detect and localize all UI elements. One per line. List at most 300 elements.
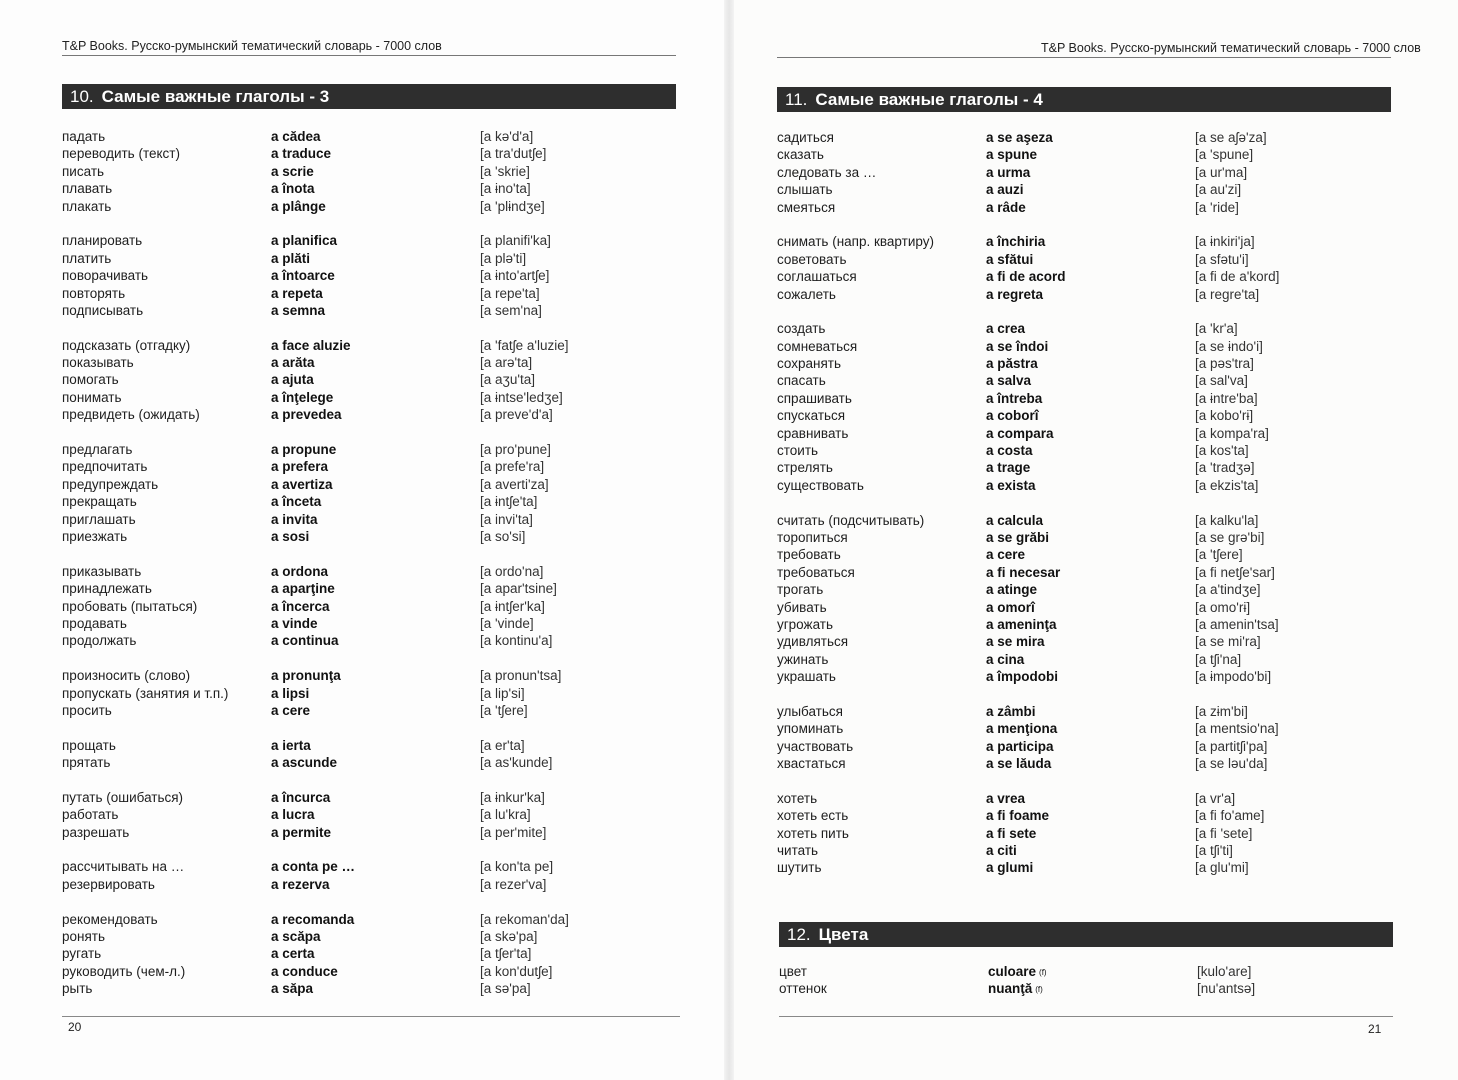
romanian-word: a întreba [986, 390, 1043, 406]
romanian-word-cell [271, 180, 480, 197]
section-11-number: 11. [785, 90, 808, 109]
word-group [62, 737, 569, 772]
transcription: [a lu'kra] [480, 807, 531, 823]
transcription: [a amenin'tsa] [1195, 616, 1279, 632]
vocab-entry [777, 512, 1279, 529]
word-group [777, 233, 1279, 303]
vocab-entry [777, 442, 1279, 459]
vocab-list-section-11 [777, 129, 1279, 894]
vocab-entry [777, 338, 1279, 355]
vocab-entry [62, 963, 569, 980]
transcription: [a au'zi] [1195, 182, 1242, 198]
russian-word: повторять [62, 285, 126, 301]
romanian-word: a compara [986, 425, 1054, 441]
romanian-word: a traduce [271, 146, 332, 162]
vocab-entry [777, 199, 1279, 216]
page-number-left: 20 [68, 1020, 82, 1034]
romanian-word-cell [986, 251, 1195, 268]
romanian-word: a fi sete [986, 825, 1037, 841]
russian-word: продавать [62, 615, 127, 631]
russian-word: писать [62, 163, 105, 179]
russian-word: стоить [777, 443, 819, 459]
word-group [62, 441, 569, 545]
vocab-entry [62, 180, 569, 197]
romanian-word: a aparţine [271, 581, 335, 597]
vocab-entry [777, 599, 1279, 616]
russian-word: рекомендовать [62, 911, 158, 927]
romanian-word-cell [271, 737, 480, 754]
vocab-entry [62, 285, 569, 302]
transcription: [a 'vinde] [480, 615, 534, 631]
transcription: [a 'tʃere] [1195, 547, 1243, 563]
russian-word: трогать [777, 582, 824, 598]
romanian-word-cell [271, 824, 480, 841]
transcription: [kulo'are] [1197, 964, 1252, 979]
romanian-word: a coborî [986, 408, 1039, 424]
romanian-word-cell [986, 842, 1195, 859]
vocab-entry [777, 372, 1279, 389]
vocab-entry [62, 145, 569, 162]
vocab-entry [62, 754, 569, 771]
romanian-word-cell [271, 928, 480, 945]
russian-word: плавать [62, 181, 113, 197]
romanian-word: a râde [986, 199, 1026, 215]
romanian-word: a împodobi [986, 669, 1058, 685]
page-right [729, 0, 1458, 1080]
romanian-word-cell [271, 598, 480, 615]
transcription: [a fi de a'kord] [1195, 269, 1280, 285]
section-10-bar [62, 84, 676, 109]
transcription: [a as'kunde] [480, 755, 553, 771]
transcription: [a partitʃi'pa] [1195, 738, 1268, 754]
vocab-entry [62, 337, 569, 354]
romanian-word: a planifica [271, 233, 338, 249]
russian-word: платить [62, 250, 112, 266]
romanian-word: a săpa [271, 981, 314, 997]
transcription: [a tʃer'ta] [480, 946, 532, 962]
vocab-entry [62, 667, 569, 684]
vocab-entry [777, 390, 1279, 407]
russian-word: работать [62, 807, 119, 823]
vocab-entry [62, 511, 569, 528]
romanian-word: a scăpa [271, 928, 321, 944]
word-group [62, 128, 569, 215]
russian-word: плакать [62, 198, 112, 214]
romanian-word-cell [986, 564, 1195, 581]
russian-word: падать [62, 129, 106, 144]
romanian-word-cell [271, 806, 480, 823]
russian-word: понимать [62, 389, 122, 405]
russian-word: путать (ошибаться) [62, 789, 184, 805]
russian-word: прятать [62, 755, 111, 771]
transcription: [a se ləu'da] [1195, 756, 1268, 772]
romanian-word: a omorî [986, 599, 1035, 615]
romanian-word: a menţiona [986, 721, 1058, 737]
romanian-word-cell [988, 963, 1197, 980]
transcription: [a sə'pa] [480, 981, 531, 997]
transcription: [a omo'rɨ] [1195, 599, 1251, 615]
transcription: [a plə'ti] [480, 250, 527, 266]
transcription: [a zɨm'bi] [1195, 703, 1248, 719]
vocab-entry [62, 858, 569, 875]
section-10-title: Самые важные глаголы - 3 [101, 87, 330, 106]
romanian-word-cell [986, 338, 1195, 355]
transcription: [a ɨntse'ledʒe] [480, 389, 563, 405]
transcription: [a skə'pa] [480, 928, 538, 944]
romanian-word: a sfătui [986, 251, 1034, 267]
word-group [62, 337, 569, 424]
vocab-entry [62, 232, 569, 249]
romanian-word: a salva [986, 373, 1032, 389]
romanian-word-cell [271, 580, 480, 597]
romanian-word: a propune [271, 442, 337, 458]
romanian-word: a prefera [271, 459, 329, 475]
romanian-word: culoare [988, 964, 1037, 979]
romanian-word-cell [271, 389, 480, 406]
vocab-entry [62, 911, 569, 928]
romanian-word-cell [271, 371, 480, 388]
transcription: [a averti'za] [480, 476, 549, 492]
romanian-word-cell [271, 911, 480, 928]
vocab-entry [62, 528, 569, 545]
russian-word: хвастаться [777, 756, 846, 772]
russian-word: сравнивать [777, 425, 849, 441]
russian-word: рассчитывать на … [62, 859, 185, 875]
russian-word: читать [777, 843, 819, 859]
transcription: [a so'si] [480, 528, 526, 544]
russian-word: участвовать [777, 738, 854, 754]
vocab-entry [62, 789, 569, 806]
vocab-entry [777, 790, 1279, 807]
vocab-entry [62, 250, 569, 267]
vocab-entry [62, 302, 569, 319]
vocab-entry [62, 824, 569, 841]
vocab-entry [62, 685, 569, 702]
romanian-word-cell [986, 355, 1195, 372]
transcription: [a kontinu'a] [480, 633, 553, 649]
gender-marker: (f) [1035, 985, 1043, 995]
russian-word: смеяться [777, 199, 836, 215]
romanian-word-cell [986, 616, 1195, 633]
romanian-word: a se aşeza [986, 130, 1053, 145]
transcription: [a mentsio'na] [1195, 721, 1279, 737]
transcription: [a kon'ta pe] [480, 859, 554, 875]
romanian-word: a fi foame [986, 808, 1050, 824]
vocab-entry [777, 668, 1279, 685]
transcription: [a kə'd'a] [480, 129, 534, 144]
romanian-word-cell [986, 529, 1195, 546]
russian-word: стрелять [777, 460, 833, 476]
russian-word: резервировать [62, 876, 155, 892]
transcription: [a lip'si] [480, 685, 525, 701]
russian-word: предвидеть (ожидать) [62, 407, 200, 423]
romanian-word-cell [986, 390, 1195, 407]
romanian-word-cell [271, 754, 480, 771]
romanian-word-cell [986, 633, 1195, 650]
transcription: [a ɨnkur'ka] [480, 789, 545, 805]
romanian-word: a glumi [986, 860, 1034, 876]
romanian-word-cell [986, 807, 1195, 824]
word-group [62, 789, 569, 841]
word-group [777, 790, 1279, 877]
romanian-word-cell [271, 632, 480, 649]
russian-word: снимать (напр. квартиру) [777, 234, 934, 250]
russian-word: садиться [777, 130, 834, 145]
romanian-word: a încurca [271, 789, 331, 805]
vocab-entry [779, 963, 1255, 980]
vocab-entry [777, 164, 1279, 181]
russian-word: спрашивать [777, 390, 852, 406]
romanian-word: a certa [271, 946, 315, 962]
romanian-word: a ascunde [271, 755, 338, 771]
russian-word: удивляться [777, 634, 849, 650]
romanian-word: a conta pe … [271, 859, 356, 875]
romanian-word-cell [986, 129, 1195, 146]
russian-word: продолжать [62, 633, 137, 649]
vocab-entry [777, 651, 1279, 668]
word-group [62, 563, 569, 650]
transcription: [a tʃi'na] [1195, 651, 1242, 667]
transcription: [a 'tradʒə] [1195, 460, 1255, 476]
romanian-word-cell [271, 128, 480, 145]
russian-word: предупреждать [62, 476, 159, 492]
russian-word: прощать [62, 737, 116, 753]
romanian-word: a prevedea [271, 407, 342, 423]
word-group [777, 703, 1279, 773]
romanian-word: a permite [271, 824, 332, 840]
romanian-word-cell [986, 599, 1195, 616]
vocab-entry [777, 825, 1279, 842]
romanian-word: a ameninţa [986, 616, 1057, 632]
transcription: [a kompa'ra] [1195, 425, 1269, 441]
romanian-word: a se lăuda [986, 756, 1052, 772]
russian-word: торопиться [777, 529, 848, 545]
romanian-word: a cere [986, 547, 1026, 563]
vocab-entry [62, 354, 569, 371]
transcription: [a se ɨndo'i] [1195, 338, 1263, 354]
vocab-entry [62, 737, 569, 754]
romanian-word: a se grăbi [986, 529, 1050, 545]
vocab-entry [777, 616, 1279, 633]
vocab-entry [62, 267, 569, 284]
romanian-word: a încerca [271, 598, 330, 614]
gender-marker: (f) [1039, 967, 1047, 977]
romanian-word: a ordona [271, 563, 329, 579]
transcription: [a ɨntʃer'ka] [480, 598, 545, 614]
romanian-word: a păstra [986, 356, 1038, 372]
romanian-word-cell [271, 163, 480, 180]
transcription: [a glu'mi] [1195, 860, 1249, 876]
vocab-entry [62, 476, 569, 493]
russian-word: помогать [62, 372, 119, 388]
russian-word: предпочитать [62, 459, 148, 475]
vocab-entry [62, 702, 569, 719]
romanian-word: a citi [986, 843, 1017, 859]
russian-word: приглашать [62, 511, 136, 527]
vocab-entry [777, 720, 1279, 737]
transcription: [a 'kr'a] [1195, 321, 1238, 337]
vocab-entry [777, 146, 1279, 163]
romanian-word-cell [986, 233, 1195, 250]
russian-word: предлагать [62, 442, 133, 458]
romanian-word-cell [271, 458, 480, 475]
transcription: [a ɨno'ta] [480, 181, 531, 197]
romanian-word: a avertiza [271, 476, 333, 492]
romanian-word: a repeta [271, 285, 323, 301]
romanian-word: a vinde [271, 615, 318, 631]
romanian-word: a lucra [271, 807, 315, 823]
romanian-word-cell [986, 372, 1195, 389]
russian-word: ронять [62, 928, 105, 944]
russian-word: сказать [777, 147, 824, 163]
transcription: [a invi'ta] [480, 511, 533, 527]
romanian-word-cell [271, 441, 480, 458]
romanian-word: a rezerva [271, 876, 330, 892]
russian-word: просить [62, 702, 112, 718]
vocab-entry [62, 615, 569, 632]
transcription: [a 'skrie] [480, 163, 530, 179]
romanian-word: a participa [986, 738, 1054, 754]
vocab-entry [62, 198, 569, 215]
romanian-word: a spune [986, 147, 1038, 163]
russian-word: оттенок [779, 981, 827, 997]
transcription: [a regre'ta] [1195, 286, 1260, 302]
transcription: [a sfətu'i] [1195, 251, 1249, 267]
transcription: [a fi 'sete] [1195, 825, 1253, 841]
russian-word: приказывать [62, 563, 142, 579]
section-12-number: 12. [787, 925, 811, 944]
romanian-word-cell [271, 250, 480, 267]
russian-word: ругать [62, 946, 102, 962]
romanian-word: a crea [986, 321, 1026, 337]
romanian-word-cell [986, 755, 1195, 772]
romanian-word: a cădea [271, 129, 321, 144]
romanian-word-cell [271, 667, 480, 684]
header-rule-left [62, 55, 676, 56]
vocab-entry [777, 633, 1279, 650]
vocab-entry [777, 755, 1279, 772]
romanian-word: a pronunţa [271, 668, 341, 684]
russian-word: принадлежать [62, 581, 152, 597]
section-10-number: 10. [70, 87, 94, 106]
vocab-entry [777, 459, 1279, 476]
russian-word: существовать [777, 477, 864, 493]
romanian-word: a recomanda [271, 911, 355, 927]
transcription: [a rezer'va] [480, 876, 547, 892]
russian-word: соглашаться [777, 269, 857, 285]
romanian-word-cell [986, 425, 1195, 442]
romanian-word-cell [271, 302, 480, 319]
transcription: [a se mi'ra] [1195, 634, 1261, 650]
transcription: [a kon'dutʃe] [480, 963, 553, 979]
vocab-entry [777, 129, 1279, 146]
romanian-word: a sosi [271, 528, 310, 544]
header-rule-right [777, 57, 1391, 58]
romanian-word: a vrea [986, 790, 1026, 806]
russian-word: слышать [777, 182, 833, 198]
vocab-entry [777, 581, 1279, 598]
russian-word: следовать за … [777, 164, 877, 180]
romanian-word-cell [986, 146, 1195, 163]
romanian-word-cell [271, 285, 480, 302]
vocab-entry [777, 355, 1279, 372]
russian-word: хотеть пить [777, 825, 849, 841]
vocab-entry [62, 928, 569, 945]
vocab-entry [62, 458, 569, 475]
romanian-word-cell [271, 354, 480, 371]
romanian-word: a atinge [986, 582, 1038, 598]
romanian-word: a fi necesar [986, 564, 1061, 580]
romanian-word-cell [271, 789, 480, 806]
romanian-word-cell [271, 232, 480, 249]
russian-word: сохранять [777, 356, 842, 372]
romanian-word: a se îndoi [986, 338, 1049, 354]
russian-word: шутить [777, 860, 822, 876]
russian-word: переводить (текст) [62, 146, 180, 162]
page-number-right: 21 [1368, 1022, 1382, 1036]
transcription: [a er'ta] [480, 737, 525, 753]
vocab-entry [62, 980, 569, 997]
russian-word: угрожать [777, 616, 833, 632]
romanian-word: a se mira [986, 634, 1045, 650]
transcription: [a 'tʃere] [480, 702, 528, 718]
russian-word: улыбаться [777, 703, 843, 719]
romanian-word: a ajuta [271, 372, 314, 388]
vocab-entry [777, 807, 1279, 824]
running-header-right: T&P Books. Русско-румынский тематический словарь - 7000 слов [1041, 41, 1421, 55]
word-group [777, 512, 1279, 686]
romanian-word: a costa [986, 443, 1033, 459]
romanian-word: a face aluzie [271, 337, 351, 353]
romanian-word-cell [986, 859, 1195, 876]
transcription: [a rekoman'da] [480, 911, 569, 927]
russian-word: считать (подсчитывать) [777, 512, 925, 528]
russian-word: приезжать [62, 528, 128, 544]
romanian-word-cell [271, 615, 480, 632]
russian-word: украшать [777, 669, 836, 685]
vocab-entry [777, 738, 1279, 755]
romanian-word-cell [986, 164, 1195, 181]
vocab-entry [62, 598, 569, 615]
vocab-entry [777, 251, 1279, 268]
romanian-word: a închiria [986, 234, 1046, 250]
transcription: [a ɨntre'ba] [1195, 390, 1258, 406]
section-11-title: Самые важные глаголы - 4 [815, 90, 1043, 109]
running-header-left: T&P Books. Русско-румынский тематический словарь - 7000 слов [62, 39, 442, 53]
russian-word: пробовать (пытаться) [62, 598, 198, 614]
romanian-word-cell [986, 790, 1195, 807]
vocab-entry [779, 980, 1255, 997]
transcription: [a pronun'tsa] [480, 668, 562, 684]
word-group [62, 858, 569, 893]
romanian-word-cell [271, 476, 480, 493]
transcription: [a pəs'tra] [1195, 356, 1254, 372]
romanian-word-cell [986, 546, 1195, 563]
romanian-word: a cere [271, 702, 311, 718]
transcription: [a ɨnto'artʃe] [480, 268, 550, 284]
vocab-entry [62, 806, 569, 823]
romanian-word: a continua [271, 633, 339, 649]
romanian-word-cell [986, 199, 1195, 216]
romanian-word-cell [271, 145, 480, 162]
romanian-word-cell [986, 459, 1195, 476]
word-group [777, 129, 1279, 216]
russian-word: сожалеть [777, 286, 836, 302]
vocab-entry [777, 286, 1279, 303]
footer-rule-right [779, 1016, 1393, 1017]
romanian-word-cell [271, 563, 480, 580]
romanian-word: a calcula [986, 512, 1044, 528]
